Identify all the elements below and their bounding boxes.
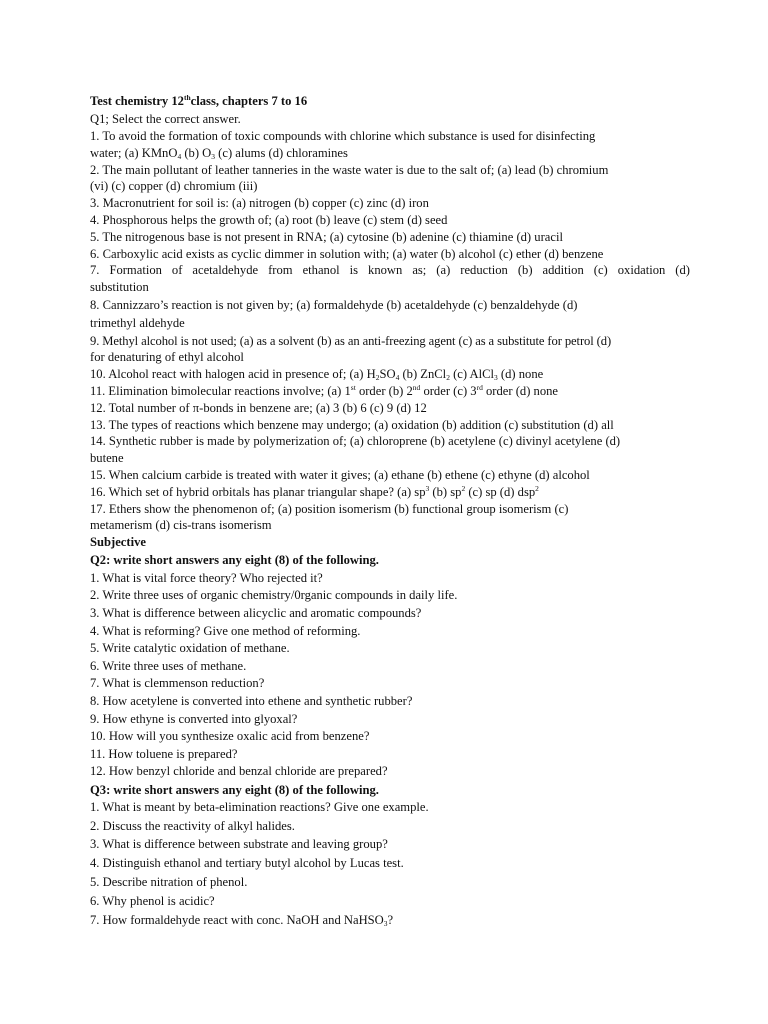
q1-item-15: 15. When calcium carbide is treated with water it gives; (a) ethane (b) ethene (c) ethyne (d) alcohol	[90, 468, 590, 483]
q1-item-1-cont	[90, 145, 690, 162]
text: order (b) 2	[355, 384, 413, 399]
q2-list	[90, 570, 690, 781]
superscript: 2	[535, 483, 539, 493]
superscript: st	[350, 383, 356, 393]
text: order (d) none	[482, 384, 559, 399]
q1-item-2-cont: (vi) (c) copper (d) chromium (iii)	[90, 179, 258, 194]
q2-item: 10. How will you synthesize oxalic acid from benzene?	[90, 729, 370, 744]
text: 11. Elimination bimolecular reactions involve; (a) 1	[90, 384, 351, 399]
q3-item-7	[90, 912, 690, 931]
q2-item: 4. What is reforming? Give one method of reforming.	[90, 623, 361, 638]
test-document	[90, 93, 690, 930]
q1-item-1: 1. To avoid the formation of toxic compounds with chlorine which substance is used for disinfecting	[90, 129, 596, 144]
q1-item-7-cont: substitution	[90, 280, 149, 295]
q2-item: 5. Write catalytic oxidation of methane.	[90, 641, 290, 656]
q1-item-12: 12. Total number of π-bonds in benzene are; (a) 3 (b) 6 (c) 9 (d) 12	[90, 400, 427, 415]
text: 16. Which set of hybrid orbitals has planar triangular shape? (a) sp	[90, 484, 426, 499]
q2-item: 2. Write three uses of organic chemistry/0rganic compounds in daily life.	[90, 588, 458, 603]
q1-item-14: 14. Synthetic rubber is made by polymerization of; (a) chloroprene (b) acetylene (c) divinyl acetylene (d)	[90, 434, 621, 449]
text: (c) sp (d) dsp	[465, 484, 536, 499]
q3-item: 2. Discuss the reactivity of alkyl halides.	[90, 818, 295, 833]
q3-heading: Q3: write short answers any eight (8) of the following.	[90, 782, 379, 797]
q1-item-7: 7. Formation of acetaldehyde from ethanol is known as; (a) reduction (b) addition (c) oxidation (d)	[90, 263, 690, 278]
q3-item: 1. What is meant by beta-elimination reactions? Give one example.	[90, 799, 429, 814]
q3-item: 4. Distinguish ethanol and tertiary butyl alcohol by Lucas test.	[90, 856, 404, 871]
q1-item-9: 9. Methyl alcohol is not used; (a) as a solvent (b) as an anti-freezing agent (c) as a substitute for petrol (d)	[90, 333, 612, 348]
subscript: 3	[211, 151, 216, 161]
subscript: 2	[446, 373, 450, 383]
q1-item-8: 8. Cannizzaro’s reaction is not given by; (a) formaldehyde (b) acetaldehyde (c) benzaldehyde (d)	[90, 298, 578, 313]
superscript: rd	[476, 383, 483, 393]
text: (c) alums (d) chloramines	[215, 145, 348, 160]
subscript: 2	[375, 373, 380, 383]
q3-list	[90, 799, 690, 931]
text: SO	[379, 367, 396, 382]
text: (d) none	[497, 367, 544, 382]
q1-item-14-cont: butene	[90, 451, 124, 466]
title-superscript: th	[183, 93, 191, 102]
text: (b) sp	[429, 484, 462, 499]
q1-item-5: 5. The nitrogenous base is not present in RNA; (a) cytosine (b) adenine (c) thiamine (d) uracil	[90, 229, 563, 244]
superscript: 3	[425, 483, 430, 493]
q2-heading: Q2: write short answers any eight (8) of the following.	[90, 553, 379, 568]
q1-item-17-cont: metamerism (d) cis-trans isomerism	[90, 518, 272, 533]
q2-item: 1. What is vital force theory? Who rejected it?	[90, 570, 323, 585]
q2-item: 12. How benzyl chloride and benzal chloride are prepared?	[90, 764, 388, 779]
superscript: 2	[461, 483, 466, 493]
page-title	[90, 93, 690, 110]
subscript: 4	[395, 373, 400, 383]
superscript: nd	[412, 383, 421, 393]
subscript: 3	[383, 918, 388, 928]
q2-item: 7. What is clemmenson reduction?	[90, 676, 265, 691]
text: ?	[387, 912, 394, 927]
text: 10. Alcohol react with halogen acid in presence of; (a) H	[90, 367, 376, 382]
q1-item-4: 4. Phosphorous helps the growth of; (a) root (b) leave (c) stem (d) seed	[90, 213, 448, 228]
text: (b) O	[181, 145, 212, 160]
q3-item: 6. Why phenol is acidic?	[90, 893, 215, 908]
q2-item: 3. What is difference between alicyclic and aromatic compounds?	[90, 606, 422, 620]
q1-item-13: 13. The types of reactions which benzene may undergo; (a) oxidation (b) addition (c) substitution (d) all	[90, 417, 614, 432]
subscript: 4	[177, 151, 182, 161]
q1-item-2: 2. The main pollutant of leather tanneries in the waste water is due to the salt of; (a) lead (b) chromium	[90, 162, 609, 177]
q1-item-16	[90, 484, 690, 501]
q1-item-8-cont: trimethyl aldehyde	[90, 315, 185, 330]
q1-item-10	[90, 366, 690, 383]
q1-item-11	[90, 383, 690, 400]
subjective-heading: Subjective	[90, 535, 146, 550]
text: (c) AlCl	[449, 367, 495, 382]
q1-item-6: 6. Carboxylic acid exists as cyclic dimmer in solution with; (a) water (b) alcohol (c) ether (d) benzene	[90, 246, 604, 261]
q2-item: 6. Write three uses of methane.	[90, 658, 247, 673]
q2-item: 11. How toluene is prepared?	[90, 746, 238, 761]
q1-item-17: 17. Ethers show the phenomenon of; (a) position isomerism (b) functional group isomerism (c)	[90, 501, 569, 516]
q1-item-9-cont: for denaturing of ethyl alcohol	[90, 350, 244, 365]
text: 7. How formaldehyde react with conc. NaOH and NaHSO	[90, 912, 384, 927]
q3-item: 5. Describe nitration of phenol.	[90, 874, 248, 889]
q2-item: 8. How acetylene is converted into ethene and synthetic rubber?	[90, 693, 413, 708]
q3-item: 3. What is difference between substrate and leaving group?	[90, 837, 388, 852]
text: water; (a) KMnO	[90, 145, 178, 160]
title-text-end: class, chapters 7 to 16	[190, 94, 308, 108]
text: order (c) 3	[420, 384, 477, 399]
subscript: 3	[494, 373, 498, 383]
q2-item: 9. How ethyne is converted into glyoxal?	[90, 711, 298, 726]
q1-heading: Q1; Select the correct answer.	[90, 112, 241, 127]
title-text: Test chemistry 12	[90, 94, 184, 108]
text: (b) ZnCl	[399, 367, 447, 382]
q1-item-3: 3. Macronutrient for soil is: (a) nitrogen (b) copper (c) zinc (d) iron	[90, 196, 429, 211]
